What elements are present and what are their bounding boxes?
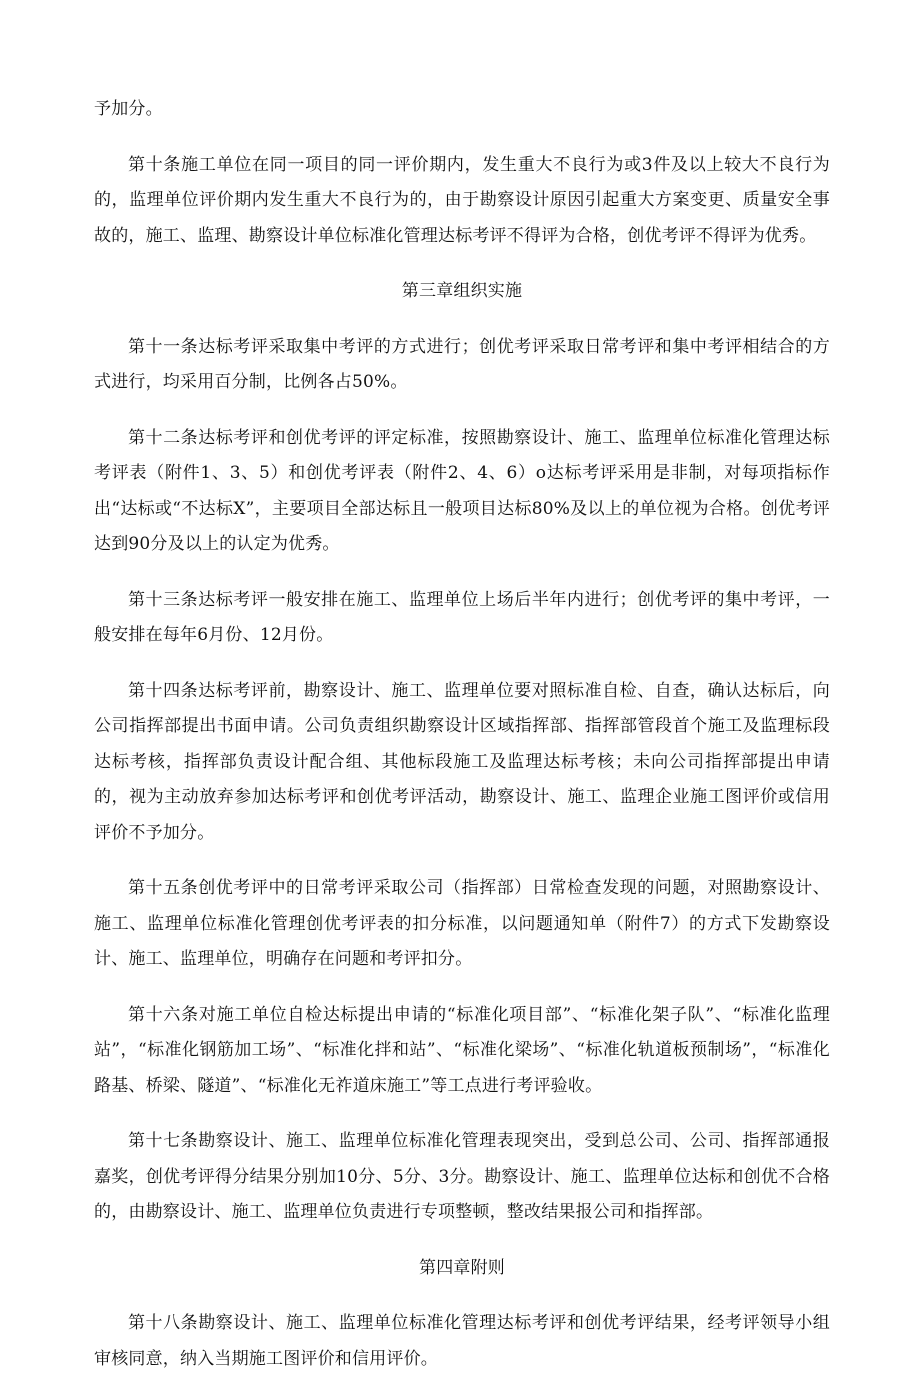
paragraph-article-10: 第十条施工单位在同一项目的同一评价期内，发生重大不良行为或3件及以上较大不良行为的，监理单位评价期内发生重大不良行为的，由于勘察设计原因引起重大方案变更、质量安全事故的，施工、监理、勘察设计单位标准化管理达标考评不得评为合格，创优考评不得评为优秀。 <box>94 154 830 246</box>
chapter-4-heading: 第四章附则 <box>419 1257 505 1278</box>
paragraph-article-15: 第十五条创优考评中的日常考评采取公司（指挥部）日常检查发现的问题，对照勘察设计、施工、监理单位标准化管理创优考评表的扣分标准，以问题通知单（附件7）的方式下发勘察设计、施工、监理单位，明确存在问题和考评扣分。 <box>94 878 830 969</box>
paragraph-article-18: 第十八条勘察设计、施工、监理单位标准化管理达标考评和创优考评结果，经考评领导小组审核同意，纳入当期施工图评价和信用评价。 <box>94 1313 830 1369</box>
paragraph-article-12: 第十二条达标考评和创优考评的评定标准，按照勘察设计、施工、监理单位标准化管理达标考评表（附件1、3、5）和创优考评表（附件2、4、6）o达标考评采用是非制，对每项指标作出“达标或“不达标X”，主要项目全部达标且一般项目达标80%及以上的单位视为合格。创优考评达到90分及以上的认定为优秀。 <box>94 427 830 554</box>
paragraph-article-16: 第十六条对施工单位自检达标提出申请的“标准化项目部”、“标准化架子队”、“标准化监理站”，“标准化钢筋加工场”、“标准化拌和站”、“标准化梁场”、“标准化轨道板预制场”，“标准化路基、桥梁、隧道”、“标准化无祚道床施工”等工点进行考评验收。 <box>94 1004 830 1096</box>
document-body <box>94 92 830 1377</box>
paragraph-article-13: 第十三条达标考评一般安排在施工、监理单位上场后半年内进行；创优考评的集中考评，一般安排在每年6月份、12月份。 <box>94 589 830 645</box>
paragraph-article-14: 第十四条达标考评前，勘察设计、施工、监理单位要对照标准自检、自查，确认达标后，向公司指挥部提出书面申请。公司负责组织勘察设计区域指挥部、指挥部管段首个施工及监理标段达标考核，指挥部负责设计配合组、其他标段施工及监理达标考核；未向公司指挥部提出申请的，视为主动放弃参加达标考评和创优考评活动，勘察设计、施工、监理企业施工图评价或信用评价不予加分。 <box>94 680 830 843</box>
paragraph-article-11: 第十一条达标考评采取集中考评的方式进行；创优考评采取日常考评和集中考评相结合的方式进行，均采用百分制，比例各占50%。 <box>94 336 830 392</box>
paragraph-article-17: 第十七条勘察设计、施工、监理单位标准化管理表现突出，受到总公司、公司、指挥部通报嘉奖，创优考评得分结果分别加10分、5分、3分。勘察设计、施工、监理单位达标和创优不合格的，由勘察设计、施工、监理单位负责进行专项整顿，整改结果报公司和指挥部。 <box>94 1131 830 1222</box>
chapter-3-heading: 第三章组织实施 <box>401 281 523 301</box>
paragraph-lead-fragment: 予加分。 <box>94 99 163 119</box>
